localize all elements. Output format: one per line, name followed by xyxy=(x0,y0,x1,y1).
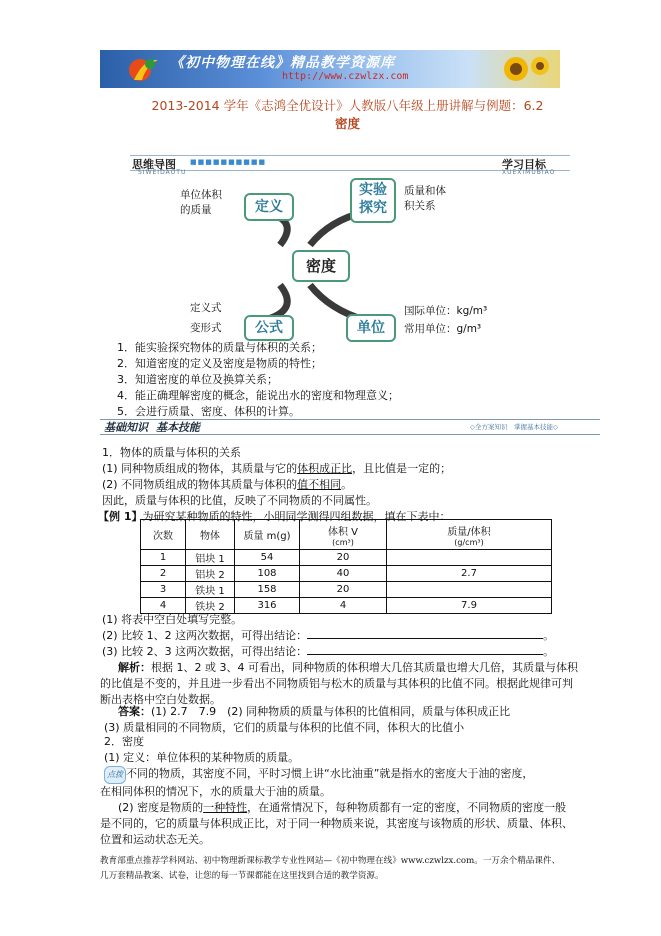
document-title-line1: 2013-2014 学年《志鸿全优设计》人教版八年级上册讲解与例题：6.2 xyxy=(151,98,544,113)
site-logo-icon xyxy=(126,54,162,84)
definition-note: 单位体积 的质量 xyxy=(180,189,222,216)
objective-item: 4．能正确理解密度的概念，能说出水的密度和物理意义； xyxy=(117,389,399,402)
section-1-title: 1．物体的质量与体积的关系 xyxy=(102,446,241,459)
objective-item: 1．能实验探究物体的质量与体积的关系； xyxy=(117,341,322,354)
experiment-note: 质量和体 积关系 xyxy=(404,185,446,212)
section-1-point-1: (1) 同种物质组成的物体，其质量与它的体积成正比，且比值是一定的； xyxy=(102,462,452,475)
data-table xyxy=(140,519,552,614)
objective-item: 2．知道密度的定义及密度是物质的特性； xyxy=(117,357,322,370)
tip-badge: 点拨 xyxy=(104,766,126,784)
table-header: 体积 V (cm³) xyxy=(300,520,387,550)
mindmap-tab-sub: SIWEIDAOTU xyxy=(138,169,187,176)
answer-blank[interactable] xyxy=(307,628,543,639)
section-2-tip: 点拨 不同的物质，其密度不同，平时习惯上讲“水比油重”就是指水的密度大于油的密度， xyxy=(100,766,573,784)
mindmap-experiment-box: 实验 探究 xyxy=(350,178,396,223)
banner-url[interactable]: http://www.czwlzx.com xyxy=(282,71,409,82)
footer-line-1: 教育部重点推荐学科网站、初中物理新课标教学专业性网站—《初中物理在线》www.czwlzx.com。一万余个精品课件、 xyxy=(100,856,561,866)
question-2: (2) 比较 1、2 这两次数据，可得出结论： 。 xyxy=(102,629,555,642)
answer-blank[interactable] xyxy=(307,644,543,655)
table-header: 质量 m(g) xyxy=(235,520,300,550)
header-dots: ■■■■■■■■■■ xyxy=(190,158,267,166)
table-header: 次数 xyxy=(141,520,186,550)
questions xyxy=(102,612,554,660)
table-row: 4 铁块 2 316 4 7.9 xyxy=(141,598,552,614)
section-2-definition: (1) 定义：单位体积的某种物质的质量。 xyxy=(104,751,300,764)
objectives-tab: 学习目标 xyxy=(502,158,546,171)
mindmap-formula-box: 公式 xyxy=(244,315,294,341)
page-footer xyxy=(100,854,600,884)
mindmap-definition-box: 定义 xyxy=(244,193,294,221)
question-1: (1) 将表中空白处填写完整。 xyxy=(102,613,243,626)
objective-item: 5．会进行质量、密度、体积的计算。 xyxy=(117,405,300,418)
answer-label: 答案： xyxy=(118,705,151,718)
document-title xyxy=(100,97,595,133)
section-header-mid: 基本技能 xyxy=(155,421,200,434)
section-2: 2．密度 (1) 定义：单位体积的某种物质的质量。 点拨 不同的物质，其密度不同，平时习惯上讲“水比油重”就是指水的密度大于油的密度， 在相同体积的情况下，水的质量大于油的质量。 (2) 密度是物质的一种特性，在通常情况下，每种物质都有一定的密度，不同物质的密度一般 是不同的，它的质量与体积成正比，对于同一种物质来说，其密度与该物质的形状、质量、体积、 位置和运动状态无关。 xyxy=(100,735,573,846)
table-row: 1 铝块 1 54 20 xyxy=(141,550,552,566)
unit-note: 国际单位：kg/m³ 常用单位：g/m³ xyxy=(404,305,488,335)
document-title-line2: 密度 xyxy=(334,116,360,131)
section-header-right: ◇全方案知识 掌握基本技能◇ xyxy=(470,423,558,431)
mindmap-center-density: 密度 xyxy=(292,250,350,282)
table-row: 3 铁块 1 158 20 xyxy=(141,582,552,598)
analysis: 解析：根据 1、2 或 3、4 可看出，同种物质的体积增大几倍其质量也增大几倍，其质量与体积 的比值是不变的，并且进一步看出不同物质铝与松木的质量与其体积的比值不同。根据此规律可判 断出表格中空白处数据。 xyxy=(100,661,578,706)
section-1-point-3: 因此，质量与体积的比值，反映了不同物质的不同属性。 xyxy=(102,494,377,507)
objectives-list xyxy=(117,340,399,420)
formula-note: 定义式 变形式 xyxy=(190,302,222,334)
table-header: 物体 xyxy=(186,520,235,550)
question-3: (3) 比较 2、3 这两次数据，可得出结论： 。 xyxy=(102,645,555,658)
section-header-title: 基础知识 基本技能 xyxy=(104,421,200,434)
section-1 xyxy=(98,445,452,525)
objective-item: 3．知道密度的单位及换算关系； xyxy=(117,373,278,386)
banner-title: 《初中物理在线》精品教学资源库 xyxy=(170,55,395,71)
table-row: 2 铝块 2 108 40 2.7 xyxy=(141,566,552,582)
mindmap-tab: 思维导图 xyxy=(132,158,176,171)
section-1-point-2: (2) 不同物质组成的物体其质量与体积的值不相同。 xyxy=(102,478,353,491)
section-2-title: 2．密度 xyxy=(104,735,144,748)
answer: 答案：(1) 2.7 7.9 (2) 同种物质的质量与体积的比值相同，质量与体积成正比 (3) 质量相同的不同物质，它们的质量与体积的比值不同，体积大的比值小 xyxy=(104,705,511,734)
analysis-label: 解析： xyxy=(118,661,151,674)
objectives-tab-sub: XUEXIMUBIAO xyxy=(502,169,556,176)
mindmap-unit-box: 单位 xyxy=(346,314,396,342)
example-1: 【例 1】为研究某种物质的特性，小明同学测得四组数据，填在下表中： xyxy=(98,510,451,523)
footer-line-2: 几万套精品教案、试卷，让您的每一节课都能在这里找到合适的教学资源。 xyxy=(100,871,384,881)
table-header: 质量/体积 (g/cm³) xyxy=(387,520,552,550)
sunflower-icon xyxy=(500,54,552,84)
